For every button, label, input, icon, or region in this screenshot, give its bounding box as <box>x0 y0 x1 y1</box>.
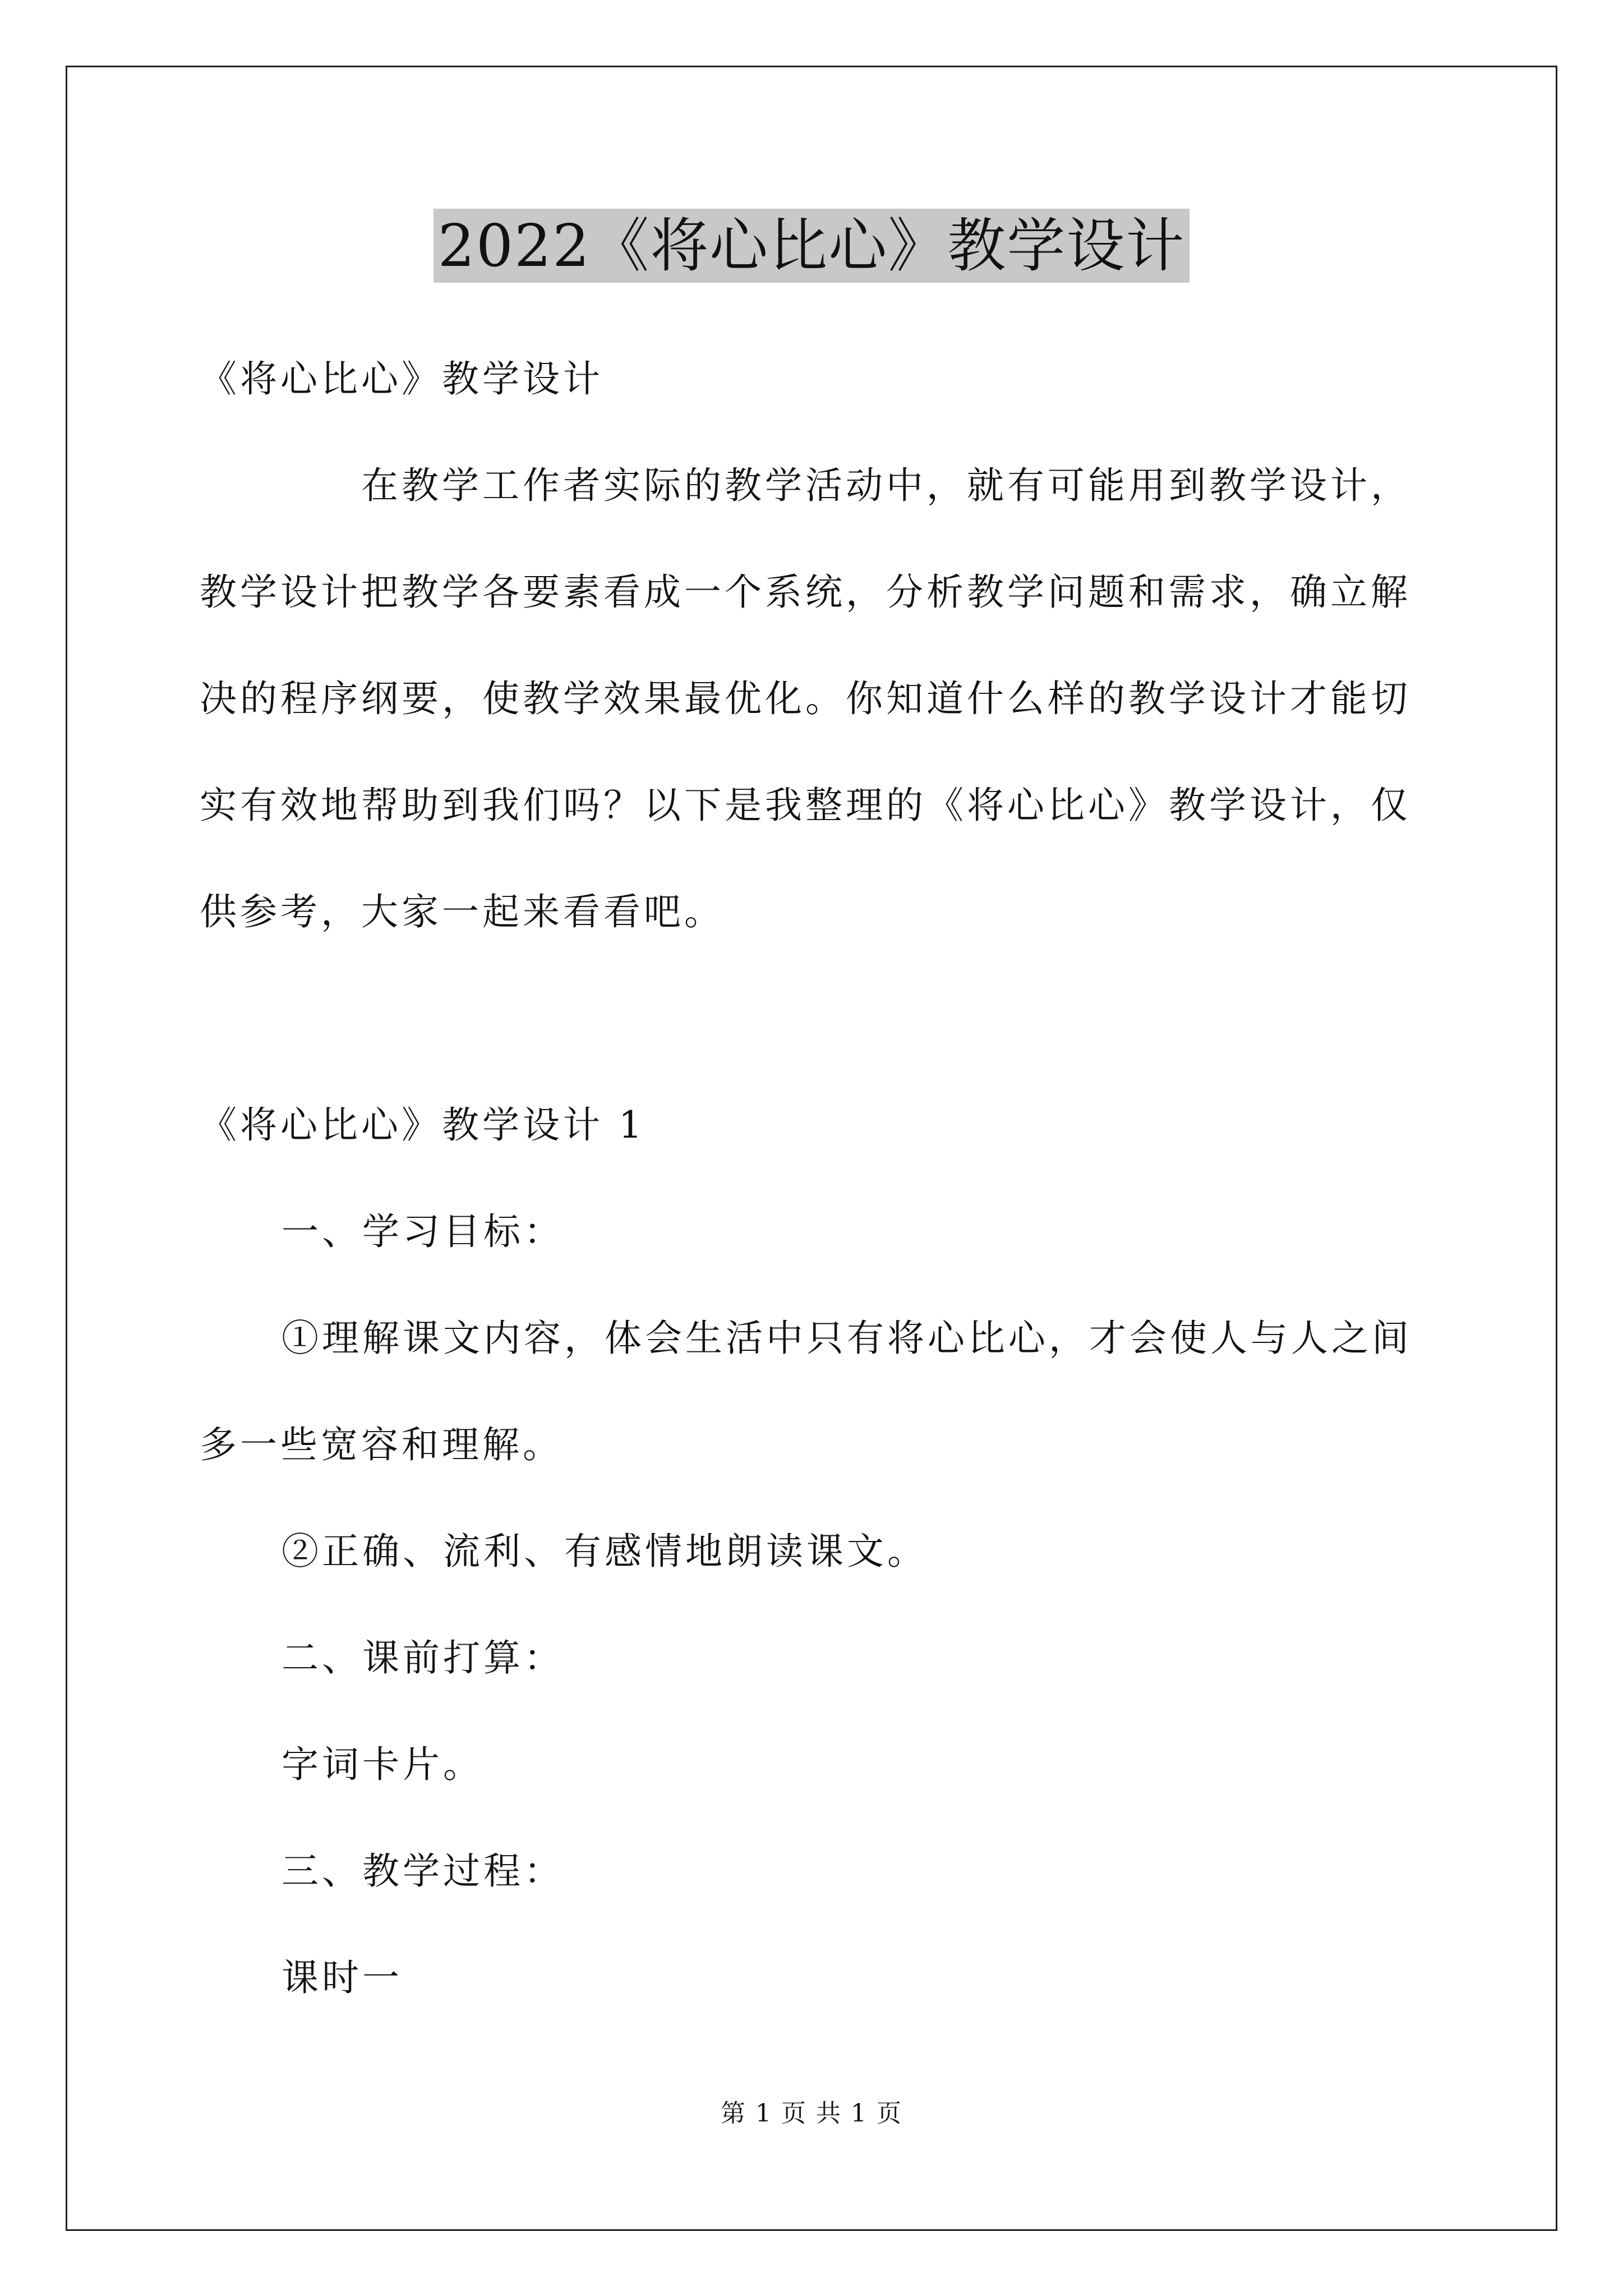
document-title: 2022《将心比心》教学设计 <box>434 209 1190 283</box>
intro-line-4: 实有效地帮助到我们吗？以下是我整理的《将心比心》教学设计，仅 <box>200 784 1411 827</box>
prep-item: 字词卡片。 <box>282 1743 483 1786</box>
lesson-label: 课时一 <box>282 1956 403 1999</box>
intro-line-5: 供参考，大家一起来看看吧。 <box>200 890 725 933</box>
document-subtitle: 《将心比心》教学设计 <box>200 357 603 401</box>
goal-1-line-1: ①理解课文内容，体会生活中只有将心比心，才会使人与人之间 <box>282 1317 1412 1360</box>
heading-preparation: 二、课前打算： <box>282 1636 564 1680</box>
goal-2: ②正确、流利、有感情地朗读课文。 <box>282 1530 928 1573</box>
intro-line-1: 在教学工作者实际的教学活动中，就有可能用到教学设计， <box>361 464 1411 507</box>
title-wrapper <box>0 209 1623 283</box>
intro-line-2: 教学设计把教学各要素看成一个系统，分析教学问题和需求，确立解 <box>200 570 1411 614</box>
page-footer: 第 1 页 共 1 页 <box>721 2099 902 2128</box>
intro-line-3: 决的程序纲要，使教学效果最优化。你知道什么样的教学设计才能切 <box>200 677 1411 720</box>
section-title: 《将心比心》教学设计 1 <box>200 1103 645 1147</box>
heading-teaching-process: 三、教学过程： <box>282 1849 564 1893</box>
heading-learning-goals: 一、学习目标： <box>282 1210 564 1253</box>
goal-1-line-2: 多一些宽容和理解。 <box>200 1423 563 1466</box>
